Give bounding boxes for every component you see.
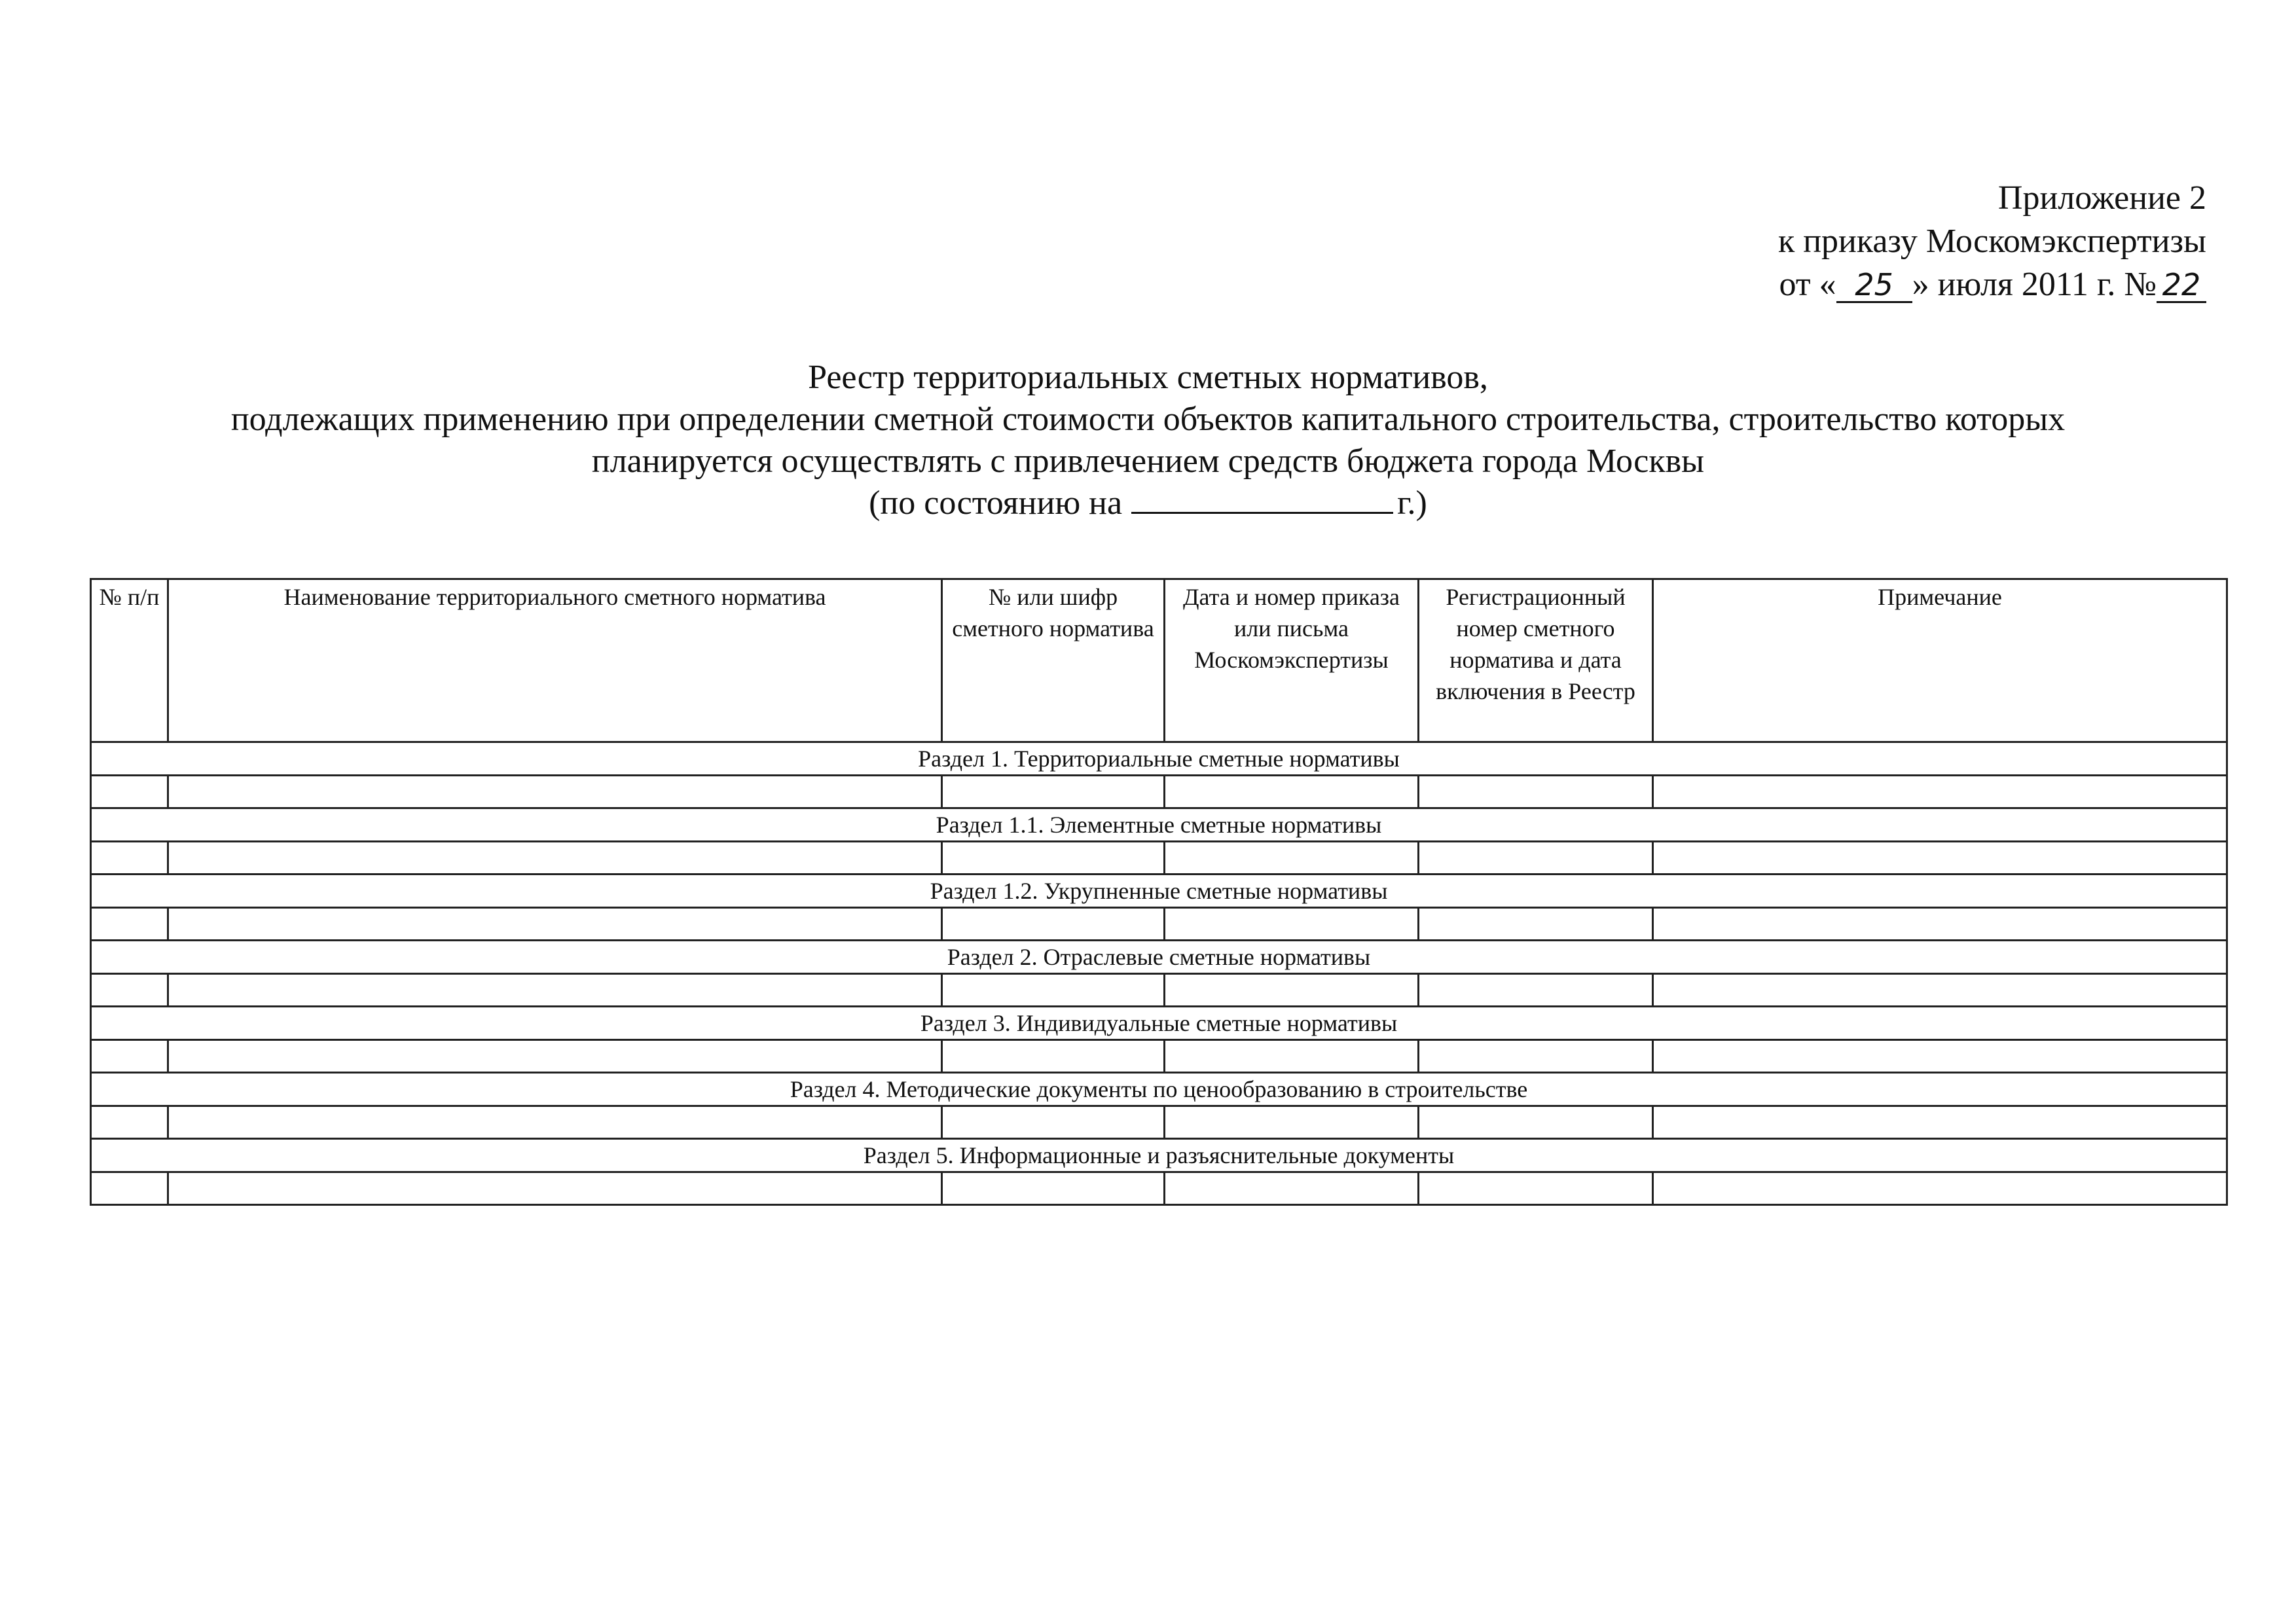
table-cell bbox=[91, 908, 168, 941]
table-cell bbox=[942, 908, 1165, 941]
date-prefix: от « bbox=[1779, 266, 1836, 303]
table-cell bbox=[1419, 776, 1653, 808]
table-cell bbox=[168, 776, 942, 808]
column-header-name: Наименование территориального сметного норматива bbox=[168, 579, 942, 742]
table-cell bbox=[168, 974, 942, 1007]
section-title: Раздел 2. Отраслевые сметные нормативы bbox=[91, 941, 2227, 974]
table-row bbox=[91, 974, 2227, 1007]
table-cell bbox=[168, 842, 942, 875]
table-row bbox=[91, 776, 2227, 808]
table-cell bbox=[942, 974, 1165, 1007]
appendix-order-reference: к приказу Москомэкспертизы bbox=[1777, 223, 2206, 260]
table-cell bbox=[1419, 908, 1653, 941]
table-cell bbox=[1419, 1172, 1653, 1205]
table-cell bbox=[1165, 1106, 1419, 1139]
status-suffix: г.) bbox=[1397, 484, 1427, 522]
title-line-3: планируется осуществлять с привлечением средств бюджета города Москвы bbox=[591, 442, 1705, 480]
table-cell bbox=[91, 842, 168, 875]
column-header-note: Примечание bbox=[1653, 579, 2227, 742]
column-header-order-date: Дата и номер приказа или письма Москомэкспертизы bbox=[1165, 579, 1419, 742]
appendix-header bbox=[1778, 177, 2206, 306]
table-cell bbox=[1419, 1106, 1653, 1139]
date-middle: » июля 2011 г. № bbox=[1912, 266, 2157, 303]
status-date-blank bbox=[1131, 483, 1393, 514]
register-table bbox=[90, 578, 2228, 1206]
table-cell bbox=[1653, 776, 2227, 808]
table-cell bbox=[942, 1172, 1165, 1205]
table-cell bbox=[1653, 1040, 2227, 1073]
table-row bbox=[91, 1040, 2227, 1073]
appendix-order-date-line bbox=[1778, 263, 2206, 306]
table-cell bbox=[91, 974, 168, 1007]
table-cell bbox=[1653, 974, 2227, 1007]
section-row bbox=[91, 941, 2227, 974]
table-cell bbox=[91, 1172, 168, 1205]
table-cell bbox=[942, 1040, 1165, 1073]
table-cell bbox=[1653, 1106, 2227, 1139]
table-cell bbox=[942, 842, 1165, 875]
table-cell bbox=[1419, 1040, 1653, 1073]
status-prefix: (по состоянию на bbox=[869, 484, 1123, 522]
table-cell bbox=[942, 776, 1165, 808]
table-cell bbox=[1165, 1040, 1419, 1073]
column-header-registration: Регистрационный номер сметного норматива и дата включения в Реестр bbox=[1419, 579, 1653, 742]
table-row bbox=[91, 842, 2227, 875]
table-cell bbox=[91, 776, 168, 808]
table-cell bbox=[168, 908, 942, 941]
table-cell bbox=[168, 1040, 942, 1073]
table-cell bbox=[168, 1172, 942, 1205]
table-cell bbox=[1165, 842, 1419, 875]
table-cell bbox=[1653, 1172, 2227, 1205]
section-row bbox=[91, 742, 2227, 776]
table-cell bbox=[168, 1106, 942, 1139]
table-cell bbox=[1419, 974, 1653, 1007]
table-cell bbox=[1653, 842, 2227, 875]
title-line-1: Реестр территориальных сметных нормативов, bbox=[808, 359, 1488, 396]
table-row bbox=[91, 1172, 2227, 1205]
table-cell bbox=[942, 1106, 1165, 1139]
table-cell bbox=[1165, 1172, 1419, 1205]
table-row bbox=[91, 908, 2227, 941]
title-status-line bbox=[92, 482, 2204, 524]
table-cell bbox=[1165, 908, 1419, 941]
table-cell bbox=[1419, 842, 1653, 875]
table-cell bbox=[91, 1106, 168, 1139]
table-cell bbox=[91, 1040, 168, 1073]
table-cell bbox=[1165, 776, 1419, 808]
section-title: Раздел 1. Территориальные сметные нормативы bbox=[91, 742, 2227, 776]
section-title: Раздел 5. Информационные и разъяснительные документы bbox=[91, 1139, 2227, 1172]
section-row bbox=[91, 1007, 2227, 1040]
appendix-number: Приложение 2 bbox=[1997, 179, 2206, 217]
handwritten-day: 25 bbox=[1836, 268, 1912, 303]
section-row bbox=[91, 1139, 2227, 1172]
section-title: Раздел 4. Методические документы по ценообразованию в строительстве bbox=[91, 1073, 2227, 1106]
section-row bbox=[91, 875, 2227, 908]
title-line-2: подлежащих применению при определении сметной стоимости объектов капитального строительства, строительство которых bbox=[230, 401, 2066, 438]
column-header-number: № п/п bbox=[91, 579, 168, 742]
handwritten-order-number: 22 bbox=[2157, 268, 2206, 303]
section-row bbox=[91, 1073, 2227, 1106]
section-title: Раздел 1.1. Элементные сметные нормативы bbox=[91, 808, 2227, 842]
table-cell bbox=[1653, 908, 2227, 941]
section-title: Раздел 1.2. Укрупненные сметные нормативы bbox=[91, 875, 2227, 908]
section-row bbox=[91, 808, 2227, 842]
document-title bbox=[92, 357, 2204, 524]
table-cell bbox=[1165, 974, 1419, 1007]
table-row bbox=[91, 1106, 2227, 1139]
section-title: Раздел 3. Индивидуальные сметные нормативы bbox=[91, 1007, 2227, 1040]
table-header-row bbox=[91, 579, 2227, 742]
column-header-code: № или шифр сметного норматива bbox=[942, 579, 1165, 742]
